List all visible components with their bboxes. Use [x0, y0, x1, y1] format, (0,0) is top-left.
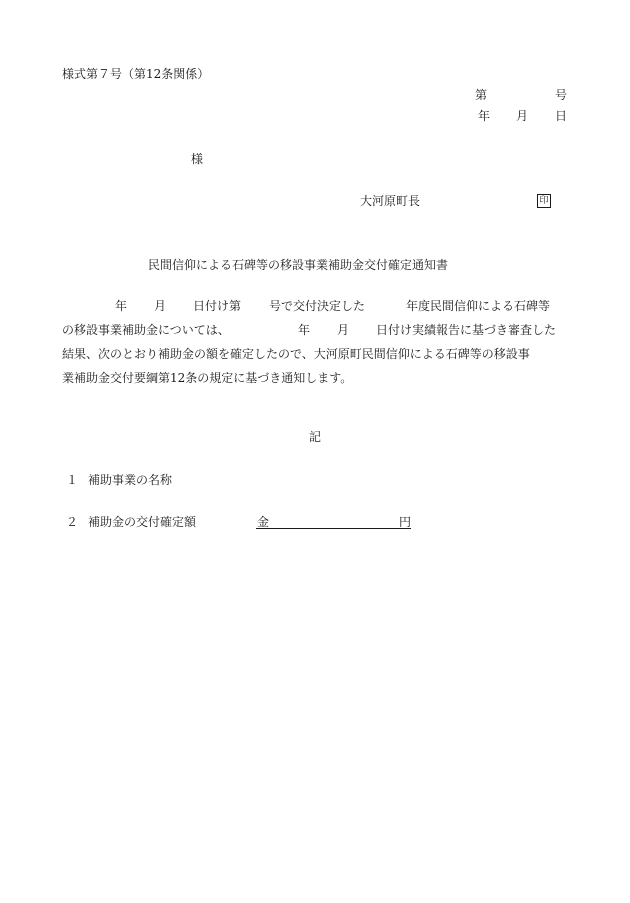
document-title: 民間信仰による石碑等の移設事業補助金交付確定通知書 — [148, 258, 449, 272]
amount-underline — [256, 528, 411, 529]
doc-number-prefix: 第 — [475, 88, 488, 102]
body-line-4: 業補助金交付要綱第12条の規定に基づき通知します。 — [62, 371, 353, 385]
body-month-2: 月 — [337, 323, 350, 337]
body-year-1: 年 — [115, 299, 128, 313]
doc-number-suffix: 号 — [555, 88, 568, 102]
body-line2-a: の移設事業補助金については、 — [62, 323, 230, 337]
ki-heading: 記 — [309, 430, 322, 444]
body-line-3: 結果、次のとおり補助金の額を確定したので、大河原町民間信仰による石碑等の移設事 — [62, 347, 530, 361]
body-paragraph — [62, 300, 582, 390]
item-2-label: 補助金の交付確定額 — [88, 515, 197, 529]
item-1-label: 補助事業の名称 — [88, 473, 173, 487]
item-2-number: ２ — [66, 515, 79, 529]
date-day-label: 日 — [555, 109, 568, 123]
body-issue: 号で交付決定した — [269, 299, 366, 313]
date-year-label: 年 — [478, 109, 491, 123]
seal-mark: 印 — [537, 194, 551, 208]
body-line2-rest: 日付け実績報告に基づき審査した — [376, 323, 557, 337]
amount-prefix: 金 — [257, 515, 270, 529]
amount-suffix: 円 — [399, 515, 412, 529]
body-day-no: 日付け第 — [193, 299, 242, 313]
addressee-honorific: 様 — [191, 152, 204, 166]
form-number: 様式第７号（第12条関係） — [62, 67, 210, 81]
body-month-1: 月 — [154, 299, 167, 313]
body-year-2: 年 — [298, 323, 311, 337]
sender-name: 大河原町長 — [360, 194, 421, 208]
item-1-number: １ — [66, 473, 79, 487]
date-month-label: 月 — [516, 109, 529, 123]
body-line1-rest: 年度民間信仰による石碑等 — [406, 299, 551, 313]
